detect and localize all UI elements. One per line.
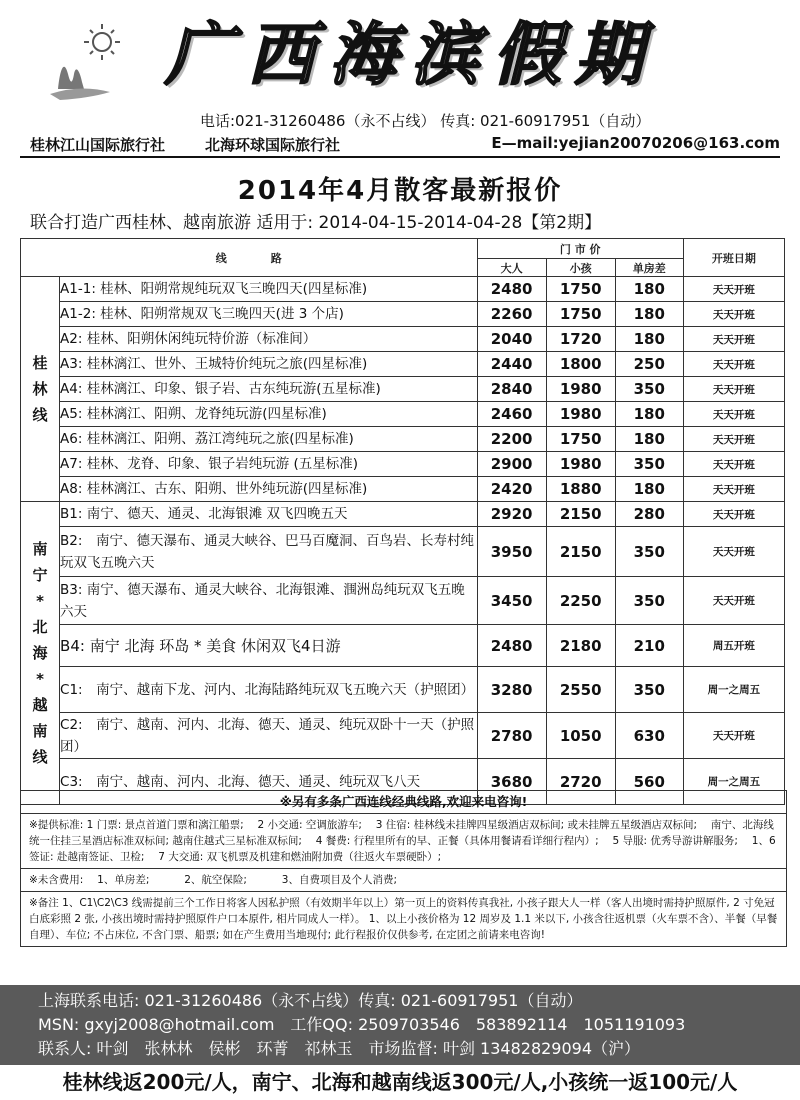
child-price: 1800 — [546, 352, 615, 377]
route-cell: A6: 桂林漓江、阳朔、荔江湾纯玩之旅(四星标准) — [60, 427, 478, 452]
room-diff: 560 — [615, 759, 683, 805]
agency-guilin: 桂林江山国际旅行社 — [30, 136, 166, 154]
more-routes-note: ※另有多条广西连线经典线路,欢迎来电咨询! — [279, 794, 528, 809]
header — [0, 0, 800, 160]
agency-beihai: 北海环球国际旅行社 — [205, 136, 341, 154]
adult-price: 2440 — [477, 352, 546, 377]
route-cell: A1-2: 桂林、阳朔常规双飞三晚四天(进 3 个店) — [60, 302, 478, 327]
header-schedule: 开班日期 — [683, 239, 784, 277]
adult-price: 2920 — [477, 502, 546, 527]
route-cell: B4: 南宁 北海 环岛 * 美食 休闲双飞4日游 — [60, 625, 478, 667]
room-diff: 280 — [615, 502, 683, 527]
adult-price: 2480 — [477, 625, 546, 667]
table-row — [21, 713, 785, 759]
table-row — [21, 377, 785, 402]
group-nanning: 南宁*北海*越南线 — [21, 502, 60, 805]
schedule: 周五开班 — [683, 625, 784, 667]
remark-note: ※备注 1、C1\C2\C3 线需提前三个工作日将客人因私护照（有效期半年以上）第一页上的资料传真我社, 小孩子跟大人一样（客人出境时需持护照原件, 2 寸免冠白底彩照 2 张, 小孩出境时需持护照原件户口本原件, 相片同成人一样）。 1、以上小孩价格为 12 周岁及 1.1 米以下, 小孩含往返机票（火车票不含）、半餐（早餐自理）、车位; 不占床位, 不含门票、船票; 如在产生费用当地现付; 此行程报价仅供参考, 在定团之前请来电咨询! — [21, 891, 786, 946]
child-price: 2180 — [546, 625, 615, 667]
route-cell: A4: 桂林漓江、印象、银子岩、古东纯玩游(五星标准) — [60, 377, 478, 402]
header-price: 门 市 价 — [477, 239, 683, 259]
child-price: 1980 — [546, 452, 615, 477]
child-price: 1720 — [546, 327, 615, 352]
adult-price: 2420 — [477, 477, 546, 502]
route-cell: C2: 南宁、越南、河内、北海、德天、通灵、纯玩双卧十一天（护照团） — [60, 713, 478, 759]
contact-phone-line: 电话:021-31260486（永不占线） 传真: 021-60917951（自动） — [200, 112, 651, 130]
adult-price: 3450 — [477, 577, 546, 625]
adult-price: 2480 — [477, 277, 546, 302]
header-route: 线 路 — [21, 239, 478, 277]
divider — [20, 156, 780, 158]
child-price: 1750 — [546, 302, 615, 327]
schedule: 天天开班 — [683, 452, 784, 477]
sun-mountain-logo-icon — [40, 14, 140, 114]
rebate-banner: 桂林线返200元/人，南宁、北海和越南线返300元/人,小孩统一返100元/人 — [62, 1070, 738, 1094]
schedule: 天天开班 — [683, 713, 784, 759]
notes-box — [20, 790, 787, 947]
room-diff: 350 — [615, 527, 683, 577]
child-price: 1880 — [546, 477, 615, 502]
price-table — [20, 238, 785, 805]
schedule: 周一之周五 — [683, 667, 784, 713]
room-diff: 180 — [615, 302, 683, 327]
header-adult: 大人 — [477, 259, 546, 277]
route-cell: B3: 南宁、德天瀑布、通灵大峡谷、北海银滩、涠洲岛纯玩双飞五晚六天 — [60, 577, 478, 625]
room-diff: 350 — [615, 577, 683, 625]
header-child: 小孩 — [546, 259, 615, 277]
quote-subtitle: 联合打造广西桂林、越南旅游 适用于: 2014-04-15-2014-04-28【第2期】 — [30, 213, 602, 233]
adult-price: 2460 — [477, 402, 546, 427]
schedule: 天天开班 — [683, 327, 784, 352]
schedule: 天天开班 — [683, 277, 784, 302]
room-diff: 350 — [615, 452, 683, 477]
child-price: 2150 — [546, 527, 615, 577]
schedule: 天天开班 — [683, 302, 784, 327]
room-diff: 180 — [615, 277, 683, 302]
route-cell: B1: 南宁、德天、通灵、北海银滩 双飞四晚五天 — [60, 502, 478, 527]
table-row — [21, 427, 785, 452]
footer-contact — [0, 985, 800, 1065]
route-cell: A1-1: 桂林、阳朔常规纯玩双飞三晚四天(四星标准) — [60, 277, 478, 302]
route-cell: A8: 桂林漓江、古东、阳朔、世外纯玩游(四星标准) — [60, 477, 478, 502]
room-diff: 180 — [615, 402, 683, 427]
route-cell: A7: 桂林、龙脊、印象、银子岩纯玩游 (五星标准) — [60, 452, 478, 477]
adult-price: 3680 — [477, 759, 546, 805]
room-diff: 250 — [615, 352, 683, 377]
child-price: 1980 — [546, 402, 615, 427]
adult-price: 2260 — [477, 302, 546, 327]
child-price: 1050 — [546, 713, 615, 759]
footer-phone: 上海联系电话: 021-31260486（永不占线）传真: 021-60917951（自动） — [38, 991, 583, 1010]
table-row — [21, 352, 785, 377]
room-diff: 630 — [615, 713, 683, 759]
child-price: 1750 — [546, 277, 615, 302]
standard-note: ※提供标准: 1 门票: 景点首道门票和漓江船票; 2 小交通: 空调旅游车; 3 住宿: 桂林线未挂牌四星级酒店双标间; 或未挂牌五星级酒店双标间; 南宁、北海线统一住挂三星酒店标准双标间; 越南住越式三星标准双标间; 4 餐费: 行程里所有的早、正餐（具体用餐请看详细行程内）; 5 导服: 优秀导游讲解服务; 1、6 签证: 赴越南签证、卫检; 7 大交通: 双飞机票及机建和燃油附加费（往返火车票硬卧）; — [21, 813, 786, 868]
footer-contacts: 联系人: 叶剑 张林林 侯彬 环菁 祁林玉 市场监督: 叶剑 13482829094（沪） — [38, 1039, 641, 1058]
adult-price: 2900 — [477, 452, 546, 477]
header-room: 单房差 — [615, 259, 683, 277]
route-cell: C3: 南宁、越南、河内、北海、德天、通灵、纯玩双飞八天 — [60, 759, 478, 805]
child-price: 2250 — [546, 577, 615, 625]
child-price: 1750 — [546, 427, 615, 452]
schedule: 天天开班 — [683, 377, 784, 402]
room-diff: 350 — [615, 377, 683, 402]
table-row — [21, 477, 785, 502]
schedule: 天天开班 — [683, 402, 784, 427]
quote-title: 2014年4月散客最新报价 — [237, 176, 563, 206]
child-price: 2150 — [546, 502, 615, 527]
adult-price: 3950 — [477, 527, 546, 577]
room-diff: 180 — [615, 427, 683, 452]
adult-price: 2780 — [477, 713, 546, 759]
email-address[interactable]: E—mail:yejian20070206@163.com — [491, 134, 780, 152]
schedule: 天天开班 — [683, 427, 784, 452]
room-diff: 350 — [615, 667, 683, 713]
table-row — [21, 302, 785, 327]
schedule: 周一之周五 — [683, 759, 784, 805]
table-row — [21, 277, 785, 302]
adult-price: 2840 — [477, 377, 546, 402]
route-cell: C1: 南宁、越南下龙、河内、北海陆路纯玩双飞五晚六天（护照团） — [60, 667, 478, 713]
schedule: 天天开班 — [683, 527, 784, 577]
table-row — [21, 667, 785, 713]
child-price: 2550 — [546, 667, 615, 713]
route-cell: A2: 桂林、阳朔休闲纯玩特价游（标准间） — [60, 327, 478, 352]
adult-price: 3280 — [477, 667, 546, 713]
group-guilin: 桂林线 — [21, 277, 60, 502]
table-row — [21, 527, 785, 577]
route-cell: A3: 桂林漓江、世外、王城特价纯玩之旅(四星标准) — [60, 352, 478, 377]
table-row — [21, 625, 785, 667]
schedule: 天天开班 — [683, 502, 784, 527]
child-price: 1980 — [546, 377, 615, 402]
child-price: 2720 — [546, 759, 615, 805]
schedule: 天天开班 — [683, 477, 784, 502]
exclude-note: ※未含费用: 1、单房差; 2、航空保险; 3、自费项目及个人消费; — [21, 868, 786, 891]
adult-price: 2200 — [477, 427, 546, 452]
route-cell: B2: 南宁、德天瀑布、通灵大峡谷、巴马百魔洞、百鸟岩、长寿村纯玩双飞五晚六天 — [60, 527, 478, 577]
table-row — [21, 327, 785, 352]
agencies-bar — [30, 134, 780, 155]
brand-title: 广西海滨假期 — [165, 15, 658, 95]
room-diff: 210 — [615, 625, 683, 667]
schedule: 天天开班 — [683, 352, 784, 377]
table-row — [21, 502, 785, 527]
adult-price: 2040 — [477, 327, 546, 352]
room-diff: 180 — [615, 327, 683, 352]
footer-msn-qq: MSN: gxyj2008@hotmail.com 工作QQ: 2509703546 583892114 1051191093 — [38, 1015, 686, 1034]
schedule: 天天开班 — [683, 577, 784, 625]
table-row — [21, 577, 785, 625]
route-cell: A5: 桂林漓江、阳朔、龙脊纯玩游(四星标准) — [60, 402, 478, 427]
table-row — [21, 452, 785, 477]
table-row — [21, 402, 785, 427]
room-diff: 180 — [615, 477, 683, 502]
